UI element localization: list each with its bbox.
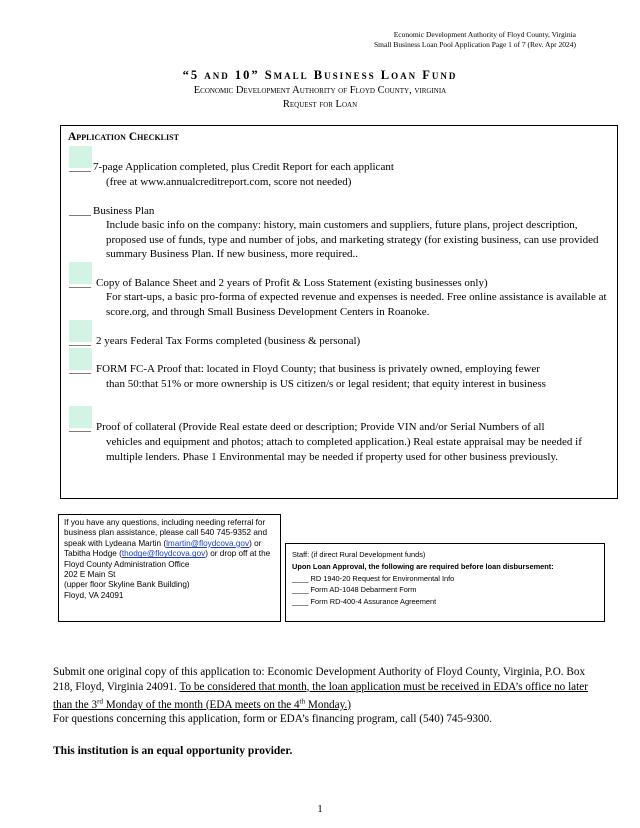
staff-note: Staff: (if direct Rural Development funds) (292, 550, 426, 559)
checklist-item-6: Proof of collateral (Provide Real estate deed or description; Provide VIN and/or Serial Numbers of all (96, 421, 545, 433)
equal-opportunity-statement: This institution is an equal opportunity provider. (53, 745, 293, 757)
contact-outro: ) or drop off at the Floyd County Administration Office (64, 549, 271, 569)
email-link-thodge[interactable]: thodge@floydcova.gov (121, 549, 206, 559)
checklist-item-6-detail: vehicles and equipment and photos; attach to completed application.) Real estate appraisal may be needed if multiple lenders. Phase 1 Environmental may be needed if property used for other business previously. (106, 436, 582, 463)
submit-deadline-b: Monday of the month (EDA meets on the 4 (102, 698, 300, 711)
checklist-item-2-detail: Include basic info on the company: history, main customers and suppliers, future plans, project description, proposed use of funds, type and number of jobs, and marketing strategy (for existing business, can use provided summary Business Plan. If new business, more required.. (106, 219, 599, 260)
checklist-item-1-detail: (free at www.annualcreditreport.com, score not needed) (106, 176, 352, 188)
checklist-item-3-detail: For start-ups, a basic pro-forma of expected revenue and expenses is needed. Free online assistance is available at score.org, and through Small Business Development Centers in Roanoke. (106, 291, 607, 318)
staff-requirement-heading: Upon Loan Approval, the following are required before loan disbursement: (292, 561, 554, 571)
ordinal-rd: rd (97, 697, 103, 705)
address-building: (upper floor Skyline Bank Building) (64, 580, 190, 590)
checklist-blank-3: ____ (69, 277, 91, 289)
address-city: Floyd, VA 24091 (64, 590, 124, 600)
staff-info (292, 549, 597, 608)
header-page-info: Small Business Loan Pool Application Page 1 of 7 (Rev. Apr 2024) (374, 40, 576, 49)
address-street: 202 E Main St (64, 570, 116, 580)
email-link-lmartin[interactable]: lmartin@floydcova.gov (166, 538, 250, 548)
checklist-item-3: Copy of Balance Sheet and 2 years of Profit & Loss Statement (existing businesses only) (96, 277, 488, 289)
submit-questions: For questions concerning this application, form or EDA’s financing program, call (540) 745-9300. (53, 713, 493, 726)
checklist-item-4: 2 years Federal Tax Forms completed (business & personal) (96, 335, 361, 347)
document-title: “5 and 10” Small Business Loan Fund (182, 68, 458, 82)
submit-deadline-c: Monday.) (305, 698, 351, 711)
checklist-item-2: Business Plan (93, 205, 155, 217)
contact-info: If you have any questions, including needing referral for business plan assistance, please call 540 745-9352 and speak with Lydeana Martin (lmartin@floydcova.gov) or Tabitha Hodge (thodge@floydcova.gov) or drop off at the Floyd County Administration Office 202 E Main St (upper floor Skyline Bank Building) Floyd, VA 24091 (64, 518, 271, 600)
checklist-heading: Application Checklist (68, 131, 179, 143)
checklist-item-5: FORM FC-A Proof that: located in Floyd County; that business is privately owned, employing fewer (96, 363, 540, 375)
staff-item: ____ Form RD-400-4 Assurance Agreement (292, 597, 437, 607)
header-agency: Economic Development Authority of Floyd County, Virginia (393, 30, 576, 39)
checklist-item-5-detail: than 50:that 51% or more ownership is US citizen/s or legal resident; that equity interest in business (106, 378, 546, 390)
checklist-blank-4: ____ (69, 335, 91, 347)
contact-mid: ) or Tabitha Hodge (64, 538, 262, 559)
staff-item: ____ RD 1940-20 Request for Environmental Info (292, 573, 455, 583)
checklist-blank-6: ____ (69, 421, 91, 433)
ordinal-th: th (299, 697, 306, 705)
submit-address: Submit one original copy of this application to: Economic Development Authority of Floyd County, Virginia, P.O. Box 218, Floyd, Virginia 24091. (53, 666, 586, 693)
checklist-blank-2: ____ (69, 205, 91, 217)
submission-instructions (53, 665, 593, 727)
staff-item: ____ Form AD-1048 Debarment Form (292, 585, 417, 595)
contact-intro: If you have any questions, including needing referral for business plan assistance, please call 540 745-9352 and speak with Lydeana Martin (64, 518, 268, 548)
submit-deadline-a: To be considered that month, the loan application must be received in EDA’s office no later than the 3 (53, 680, 588, 711)
checklist-item-1: 7-page Application completed, plus Credit Report for each applicant (93, 161, 394, 173)
document-subtitle: Request for Loan (282, 99, 358, 110)
checklist-blank-1: ____ (69, 161, 91, 173)
page-number: 1 (317, 803, 323, 815)
checklist-blank-5: ____ (69, 363, 91, 375)
document-org: Economic Development Authority of Floyd County, virginia (193, 85, 447, 96)
